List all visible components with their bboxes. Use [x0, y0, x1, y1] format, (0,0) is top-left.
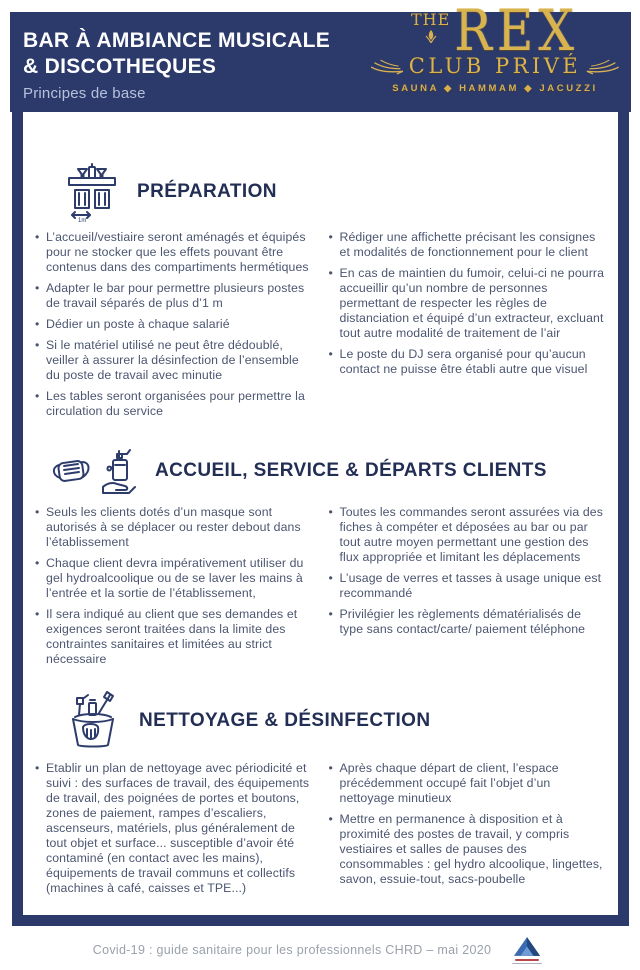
bullet-item: • Il sera indiqué au client que ses demandes et exigences seront traitées dans la limite des contraintes sanitaires et limitées au strict nécessaire [35, 607, 313, 667]
page-title-line1: BAR À AMBIANCE MUSICALE [23, 29, 331, 52]
bullet-item: • Après chaque départ de client, l’espace précédemment occupé fait l’objet d’un nettoyage minutieux [329, 761, 607, 806]
icon-measure-label: 1m [78, 218, 87, 222]
section-preparation-header [63, 162, 606, 222]
bullet-item: • Les tables seront organisées pour permettre la circulation du service [35, 389, 313, 419]
section-nettoyage [35, 689, 606, 902]
header-band [10, 0, 631, 112]
cleaning-bucket-icon [63, 689, 123, 753]
logo-rex-text: REX [454, 0, 580, 64]
bullet-item: • Mettre en permanence à disposition et à proximité des postes de travail, y compris vestiaires et salles de pauses des consommables : gel hydro alcoolique, lingettes, savon, essuie-tout, sacs-poubelle [329, 812, 607, 887]
content-area [23, 112, 618, 915]
bullet-item: • Rédiger une affichette précisant les consignes et modalités de fonctionnement pour le client [329, 230, 607, 260]
section-preparation-columns [35, 230, 606, 425]
section-accueil-columns [35, 505, 606, 673]
hand-sanitizer-icon [97, 445, 139, 497]
section-nettoyage-title: NETTOYAGE & DÉSINFECTION [139, 710, 431, 731]
footer-logo-caption-line [515, 959, 539, 961]
content-frame [12, 112, 629, 926]
bullet-item: • Etablir un plan de nettoyage avec périodicité et suivi : des surfaces de travail, des équipements de travail, des poignées de portes et boutons, zones de paiement, rampes d’escaliers, ascenseurs, matériels, plus généralement de tout objet et surface... susceptible d’avoir été contaminé (en contact avec les mains), équipements de travail communs et collectifs (machines à café, caisses et TPE...) [35, 761, 313, 896]
column-right [329, 505, 607, 673]
bullet-item: • Adapter le bar pour permettre plusieurs postes de travail séparés de plus d’1 m [35, 281, 313, 311]
section-accueil [35, 445, 606, 673]
page-title-line2: & DISCOTHEQUES [23, 54, 217, 78]
bullet-item: • Toutes les commandes seront assurées via des fiches à compéter et déposées au bar ou par tout autre moyen permettant une gestion des flux appropriée et limitant les déplacements [329, 505, 607, 565]
bullet-list [35, 230, 313, 419]
logo-club-text: CLUB PRIVÉ [408, 54, 582, 78]
section-preparation [35, 162, 606, 425]
bullet-item: • Seuls les clients dotés d’un masque sont autorisés à se déplacer ou rester debout dans l’établissement [35, 505, 313, 550]
triangle-sail-logo-icon [507, 936, 547, 965]
logo-tagline: SAUNA ◆ HAMMAM ◆ JACUZZI [392, 83, 598, 94]
bullet-item: • L’usage de verres et tasses à usage unique est recommandé [329, 571, 607, 601]
column-left [35, 230, 313, 425]
bullet-item: • Chaque client devra impérativement utiliser du gel hydroalcoolique ou de se laver les mains à l’entrée et la sortie de l’établissement, [35, 556, 313, 601]
column-right [329, 230, 607, 425]
bullet-item: • Si le matériel utilisé ne peut être dédoublé, veiller à assurer la désinfection de l’ensemble du poste de travail avec minutie [35, 338, 313, 383]
bullet-item: • Dédier un poste à chaque salarié [35, 317, 313, 332]
footer [0, 930, 640, 970]
section-nettoyage-header [63, 689, 606, 753]
logo-the-text: THE [410, 10, 451, 29]
bullet-item: • En cas de maintien du fumoir, celui-ci ne pourra accueillir qu’un nombre de personnes permettant de respecter les règles de distanciation et équipé d’un extracteur, excluant tout autre modalité de traitement de l’air [329, 266, 607, 341]
footer-logo-caption-line [512, 963, 542, 965]
wing-left-icon [371, 59, 404, 75]
column-right [329, 761, 607, 902]
bullet-item: • Privilégier les règlements dématérialisés de type sans contact/carte/ paiement téléphone [329, 607, 607, 637]
bullet-list [329, 230, 607, 377]
bullet-list [35, 505, 313, 667]
section-nettoyage-columns [35, 761, 606, 902]
section-accueil-title: ACCUEIL, SERVICE & DÉPARTS CLIENTS [155, 460, 547, 481]
bullet-list [329, 761, 607, 887]
section-accueil-header [49, 445, 606, 497]
bullet-item: • Le poste du DJ sera organisé pour qu’aucun contact ne puisse être établi autre que visuel [329, 347, 607, 377]
bullet-list [329, 505, 607, 637]
triangle-sail-icon [513, 936, 541, 957]
bullet-item: • L’accueil/vestiaire seront aménagés et équipés pour ne stocker que les effets pouvant être contenus dans des compartiments hermétiques [35, 230, 313, 275]
face-mask-icon [49, 451, 93, 491]
rex-club-logo [371, 2, 619, 94]
column-left [35, 761, 313, 902]
bullet-list [35, 761, 313, 896]
section-preparation-title: PRÉPARATION [137, 181, 277, 202]
page-subtitle: Principes de base [23, 85, 146, 103]
column-left [35, 505, 313, 673]
logo-the-block [411, 12, 450, 43]
logo-top-row [371, 0, 619, 64]
wing-right-icon [586, 59, 619, 75]
bar-counter-icon [63, 162, 121, 222]
footer-caption: Covid-19 : guide sanitaire pour les professionnels CHRD – mai 2020 [92, 943, 492, 957]
fleur-icon [425, 30, 437, 43]
mask-and-sanitizer-icon [49, 445, 139, 497]
